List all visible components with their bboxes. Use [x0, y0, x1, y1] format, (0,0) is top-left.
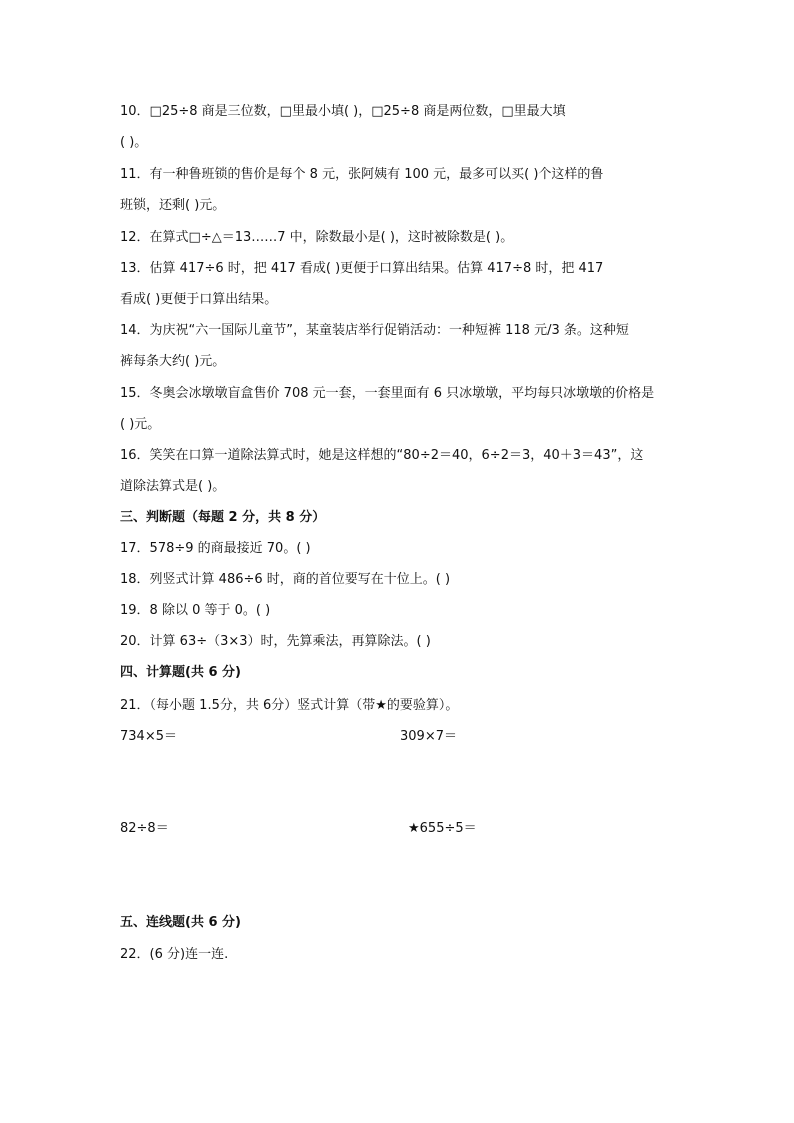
question-16-line-1: 16．笑笑在口算一道除法算式时，她是这样想的“80÷2＝40，6÷2＝3，40＋3＝43”，这 — [120, 448, 644, 463]
calc-item-3: 82÷8＝ — [120, 821, 169, 836]
question-12-line-1: 12．在算式□÷△＝13……7 中，除数最小是( )，这时被除数是( )。 — [120, 230, 514, 245]
question-10-line-1: 10．□25÷8 商是三位数，□里最小填( )，□25÷8 商是两位数，□里最大填 — [120, 104, 566, 119]
question-19: 19．8 除以 0 等于 0。( ) — [120, 603, 271, 618]
question-13-line-2: 看成( )更便于口算出结果。 — [120, 292, 278, 307]
question-11-line-1: 11．有一种鲁班锁的售价是每个 8 元，张阿姨有 100 元，最多可以买( )个这样的鲁 — [120, 167, 604, 182]
calc-item-1: 734×5＝ — [120, 729, 177, 744]
section-4-heading: 四、计算题(共 6 分) — [120, 665, 241, 680]
question-15-line-1: 15．冬奥会冰墩墩盲盒售价 708 元一套，一套里面有 6 只冰墩墩，平均每只冰墩墩的价格是 — [120, 386, 655, 401]
calc-item-2: 309×7＝ — [400, 729, 457, 744]
question-13-line-1: 13．估算 417÷6 时，把 417 看成( )更便于口算出结果。估算 417÷8 时，把 417 — [120, 261, 604, 276]
question-22: 22．(6 分)连一连. — [120, 947, 229, 962]
question-17: 17．578÷9 的商最接近 70。( ) — [120, 541, 311, 556]
question-16-line-2: 道除法算式是( )。 — [120, 479, 226, 494]
section-3-heading: 三、判断题（每题 2 分，共 8 分） — [120, 510, 326, 525]
question-21: 21．（每小题 1.5分，共 6分）竖式计算（带★的要验算）。 — [120, 698, 459, 713]
question-10-line-2: ( )。 — [120, 135, 148, 150]
question-14-line-2: 裤每条大约( )元。 — [120, 354, 226, 369]
question-20: 20．计算 63÷（3×3）时，先算乘法，再算除法。( ) — [120, 634, 431, 649]
question-14-line-1: 14．为庆祝“六一国际儿童节”，某童装店举行促销活动：一种短裤 118 元/3 条。这种短 — [120, 323, 629, 338]
question-18: 18．列竖式计算 486÷6 时，商的首位要写在十位上。( ) — [120, 572, 451, 587]
question-11-line-2: 班锁，还剩( )元。 — [120, 198, 226, 213]
section-5-heading: 五、连线题(共 6 分) — [120, 915, 241, 930]
question-15-line-2: ( )元。 — [120, 417, 161, 432]
calc-item-4: ★655÷5＝ — [408, 821, 477, 836]
